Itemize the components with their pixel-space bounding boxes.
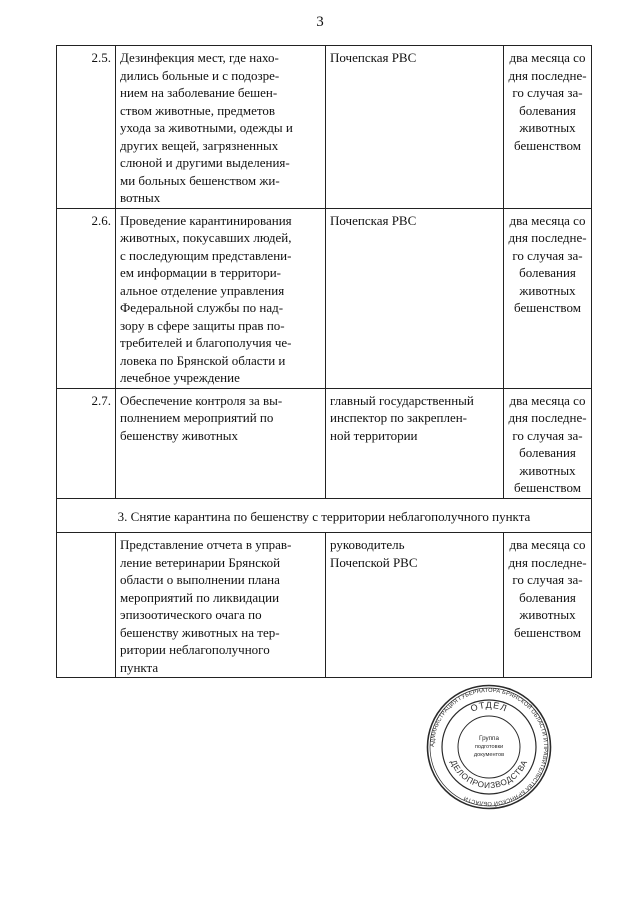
section-heading-row <box>57 498 592 533</box>
deadline-cell <box>504 46 592 209</box>
table-row <box>57 46 592 209</box>
deadline-cell-line: болевания <box>519 265 576 280</box>
item-number: 2.5. <box>57 46 116 209</box>
executor-cell-line: главный государственный <box>330 392 474 408</box>
action-cell <box>116 46 326 209</box>
executor-cell-line: Почепской РВС <box>330 554 418 570</box>
table-row <box>57 208 592 388</box>
executor-cell <box>326 46 504 209</box>
deadline-cell-line: животных <box>519 462 576 478</box>
deadline-cell-line: го случая за- <box>512 572 583 587</box>
action-cell-line: ление ветеринарии Брянской <box>120 554 281 570</box>
deadline-cell-line: дня последне- <box>508 230 587 245</box>
action-cell-line: Представление отчета в управ- <box>120 537 292 552</box>
action-cell-line: дились больные и с подозре- <box>120 67 280 83</box>
stamp-outer-text: АДМИНИСТРАЦИЯ ГУБЕРНАТОРА БРЯНСКОЙ ОБЛАСТИ И ПРАВИТЕЛЬСТВА БРЯНСКОЙ ОБЛАСТИ <box>429 687 549 807</box>
action-cell-line: слюной и другими выделения- <box>120 155 290 170</box>
action-cell-line: ми больных бешенством жи- <box>120 172 280 188</box>
action-cell-line: требителей и благополучия че- <box>120 335 292 350</box>
executor-cell <box>326 533 504 678</box>
action-cell-line: лечебное учреждение <box>120 370 240 385</box>
page-number: 3 <box>316 14 324 30</box>
executor-cell-line: Почепская РВС <box>330 50 417 65</box>
deadline-cell-line: животных <box>519 607 576 622</box>
action-cell <box>116 533 326 678</box>
deadline-cell-line: животных <box>519 282 576 298</box>
official-seal-stamp <box>426 684 552 810</box>
deadline-cell-line: два месяца со <box>509 212 586 228</box>
action-cell-line: нием на заболевание бешен- <box>120 85 278 100</box>
action-cell-line: ухода за животными, одежды и <box>120 120 293 135</box>
action-cell <box>116 208 326 388</box>
action-cell <box>116 388 326 498</box>
deadline-cell-line: дня последне- <box>508 554 587 570</box>
action-cell-line: Проведение карантинирования <box>120 212 292 228</box>
action-cell-line: области о выполнении плана <box>120 572 280 587</box>
deadline-cell <box>504 388 592 498</box>
deadline-cell-line: животных <box>519 120 576 135</box>
action-cell-line: ловека по Брянской области и <box>120 352 286 368</box>
action-cell-line: альное отделение управления <box>120 282 285 298</box>
action-cell-line: вотных <box>120 190 161 205</box>
action-cell-line: пункта <box>120 659 159 675</box>
stamp-dept-line1: ОТДЕЛ <box>469 699 509 714</box>
action-cell-line: Обеспечение контроля за вы- <box>120 392 283 408</box>
deadline-cell <box>504 533 592 678</box>
deadline-cell-line: дня последне- <box>508 410 587 425</box>
executor-cell-line: ной территории <box>330 427 418 443</box>
deadline-cell-line: дня последне- <box>508 67 587 83</box>
executor-cell-line: инспектор по закреплен- <box>330 410 468 425</box>
deadline-cell-line: два месяца со <box>509 537 586 552</box>
action-cell-line: ством животные, предметов <box>120 102 276 118</box>
action-cell-line: полнением мероприятий по <box>120 410 274 425</box>
action-cell-line: бешенству животных <box>120 427 239 443</box>
deadline-cell-line: два месяца со <box>509 392 586 408</box>
action-cell-line: бешенству животных на тер- <box>120 624 280 640</box>
deadline-cell-line: два месяца со <box>509 50 586 65</box>
svg-text:ОТДЕЛ <box>469 700 509 714</box>
stamp-dept-line2: ДЕЛОПРОИЗВОДСТВА <box>448 758 530 791</box>
deadline-cell-line: болевания <box>519 589 576 605</box>
svg-text:ДЕЛОПРОИЗВОДСТВА <box>449 759 530 791</box>
stamp-center-line: подготовки <box>474 744 504 750</box>
action-cell-line: мероприятий по ликвидации <box>120 589 280 605</box>
action-cell-line: Федеральной службы по над- <box>120 300 284 315</box>
executor-cell-line: руководитель <box>330 537 405 552</box>
item-number: 2.7. <box>57 388 116 498</box>
executor-cell-line: Почепская РВС <box>330 212 417 228</box>
deadline-cell-line: болевания <box>519 445 576 460</box>
executor-cell <box>326 208 504 388</box>
executor-cell <box>326 388 504 498</box>
stamp-center-line: документов <box>473 752 505 758</box>
deadline-cell <box>504 208 592 388</box>
item-number <box>57 533 116 678</box>
deadline-cell-line: бешенством <box>514 300 581 315</box>
item-number: 2.6. <box>57 208 116 388</box>
deadline-cell-line: бешенством <box>514 624 581 640</box>
table-row <box>57 388 592 498</box>
action-cell-line: других вещей, загрязненных <box>120 137 279 153</box>
plan-table <box>56 45 592 678</box>
deadline-cell-line: бешенством <box>514 137 581 153</box>
table-row <box>57 533 592 678</box>
action-cell-line: ем информации в территори- <box>120 265 282 280</box>
deadline-cell-line: го случая за- <box>512 247 583 263</box>
deadline-cell-line: бешенством <box>514 480 581 495</box>
deadline-cell-line: болевания <box>519 102 576 118</box>
plan-table-body <box>57 46 592 678</box>
action-cell-line: с последующим представлени- <box>120 247 292 263</box>
action-cell-line: эпизоотического очага по <box>120 607 262 622</box>
action-cell-line: зору в сфере защиты прав по- <box>120 317 285 333</box>
action-cell-line: ритории неблагополучного <box>120 642 270 657</box>
deadline-cell-line: го случая за- <box>512 427 583 443</box>
deadline-cell-line: го случая за- <box>512 85 583 100</box>
section-heading: 3. Снятие карантина по бешенству с территории неблагополучного пункта <box>57 498 592 533</box>
action-cell-line: Дезинфекция мест, где нахо- <box>120 50 279 65</box>
action-cell-line: животных, покусавших людей, <box>120 230 292 245</box>
stamp-center-line: Группа <box>479 735 499 742</box>
